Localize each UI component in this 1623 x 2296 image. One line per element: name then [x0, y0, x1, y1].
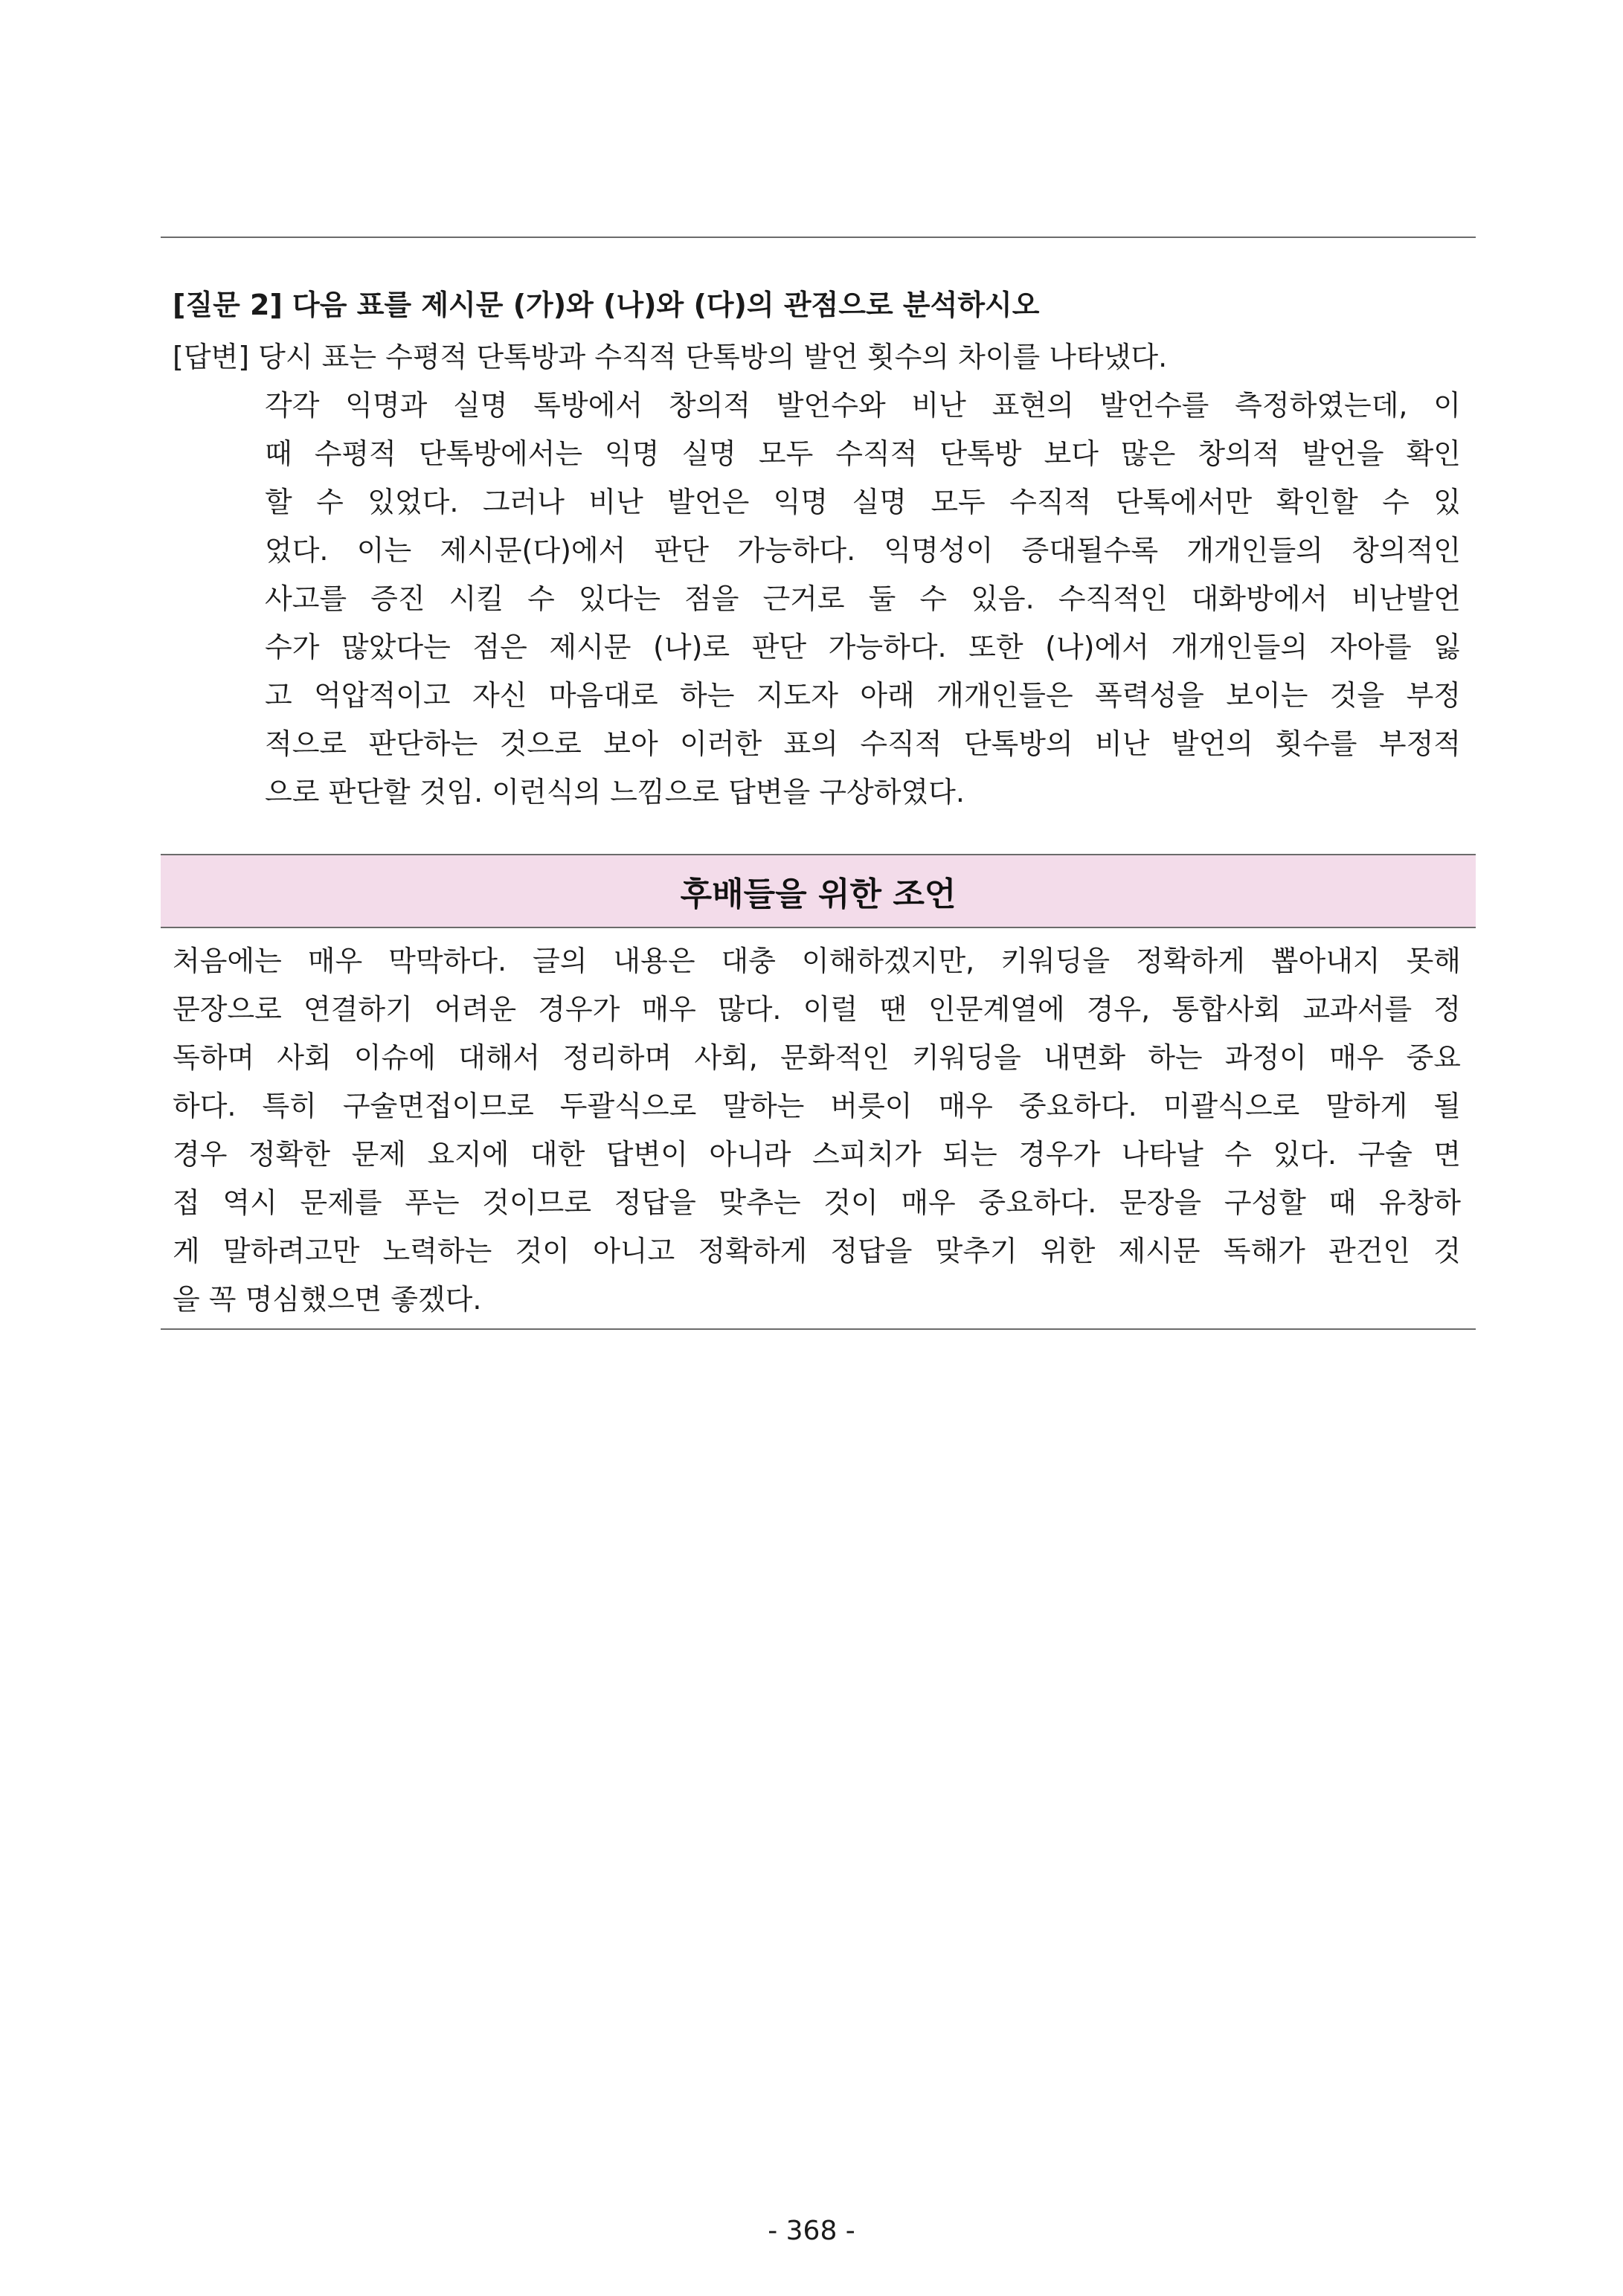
advice-line: 접 역시 문제를 푸는 것이므로 정답을 맞추는 것이 매우 중요하다. 문장을 구성할 때 유창하	[173, 1186, 1461, 1219]
advice-line: 게 말하려고만 노력하는 것이 아니고 정확하게 정답을 맞추기 위한 제시문 독해가 관건인 것	[173, 1235, 1461, 1267]
answer-line: 으로 판단할 것임. 이런식의 느낌으로 답변을 구상하였다.	[265, 776, 965, 808]
top-divider	[161, 237, 1476, 238]
advice-line: 을 꼭 명심했으면 좋겠다.	[173, 1283, 482, 1316]
advice-line: 문장으로 연결하기 어려운 경우가 매우 많다. 이럴 땐 인문계열에 경우, 통합사회 교과서를 정	[173, 993, 1461, 1026]
advice-section-header	[161, 854, 1476, 928]
answer-line: 수가 많았다는 점은 제시문 (나)로 판단 가능하다. 또한 (나)에서 개개인들의 자아를 잃	[265, 631, 1461, 663]
question-heading: [질문 2] 다음 표를 제시문 (가)와 (나)와 (다)의 관점으로 분석하시오	[173, 289, 1040, 321]
answer-line: 때 수평적 단톡방에서는 익명 실명 모두 수직적 단톡방 보다 많은 창의적 발언을 확인	[265, 437, 1461, 470]
answer-line: [답변] 당시 표는 수평적 단톡방과 수직적 단톡방의 발언 횟수의 차이를 나타냈다.	[173, 341, 1168, 373]
advice-title: 후배들을 위한 조언	[680, 875, 957, 913]
advice-line: 독하며 사회 이슈에 대해서 정리하며 사회, 문화적인 키워딩을 내면화 하는 과정이 매우 중요	[173, 1041, 1461, 1074]
advice-line: 하다. 특히 구술면접이므로 두괄식으로 말하는 버릇이 매우 중요하다. 미괄식으로 말하게 될	[173, 1090, 1461, 1122]
answer-line: 각각 익명과 실명 톡방에서 창의적 발언수와 비난 표현의 발언수를 측정하였는데, 이	[265, 389, 1461, 422]
page-number: - 368 -	[768, 2216, 855, 2246]
advice-line: 처음에는 매우 막막하다. 글의 내용은 대충 이해하겠지만, 키워딩을 정확하게 뽑아내지 못해	[173, 945, 1461, 977]
answer-line: 적으로 판단하는 것으로 보아 이러한 표의 수직적 단톡방의 비난 발언의 횟수를 부정적	[265, 727, 1461, 760]
answer-line: 고 억압적이고 자신 마음대로 하는 지도자 아래 개개인들은 폭력성을 보이는 것을 부정	[265, 679, 1461, 712]
bottom-divider	[161, 1328, 1476, 1330]
answer-line: 할 수 있었다. 그러나 비난 발언은 익명 실명 모두 수직적 단톡에서만 확인할 수 있	[265, 486, 1461, 518]
answer-line: 었다. 이는 제시문(다)에서 판단 가능하다. 익명성이 증대될수록 개개인들의 창의적인	[265, 534, 1461, 567]
answer-line: 사고를 증진 시킬 수 있다는 점을 근거로 둘 수 있음. 수직적인 대화방에서 비난발언	[265, 582, 1461, 615]
advice-line: 경우 정확한 문제 요지에 대한 답변이 아니라 스피치가 되는 경우가 나타날 수 있다. 구술 면	[173, 1138, 1461, 1171]
